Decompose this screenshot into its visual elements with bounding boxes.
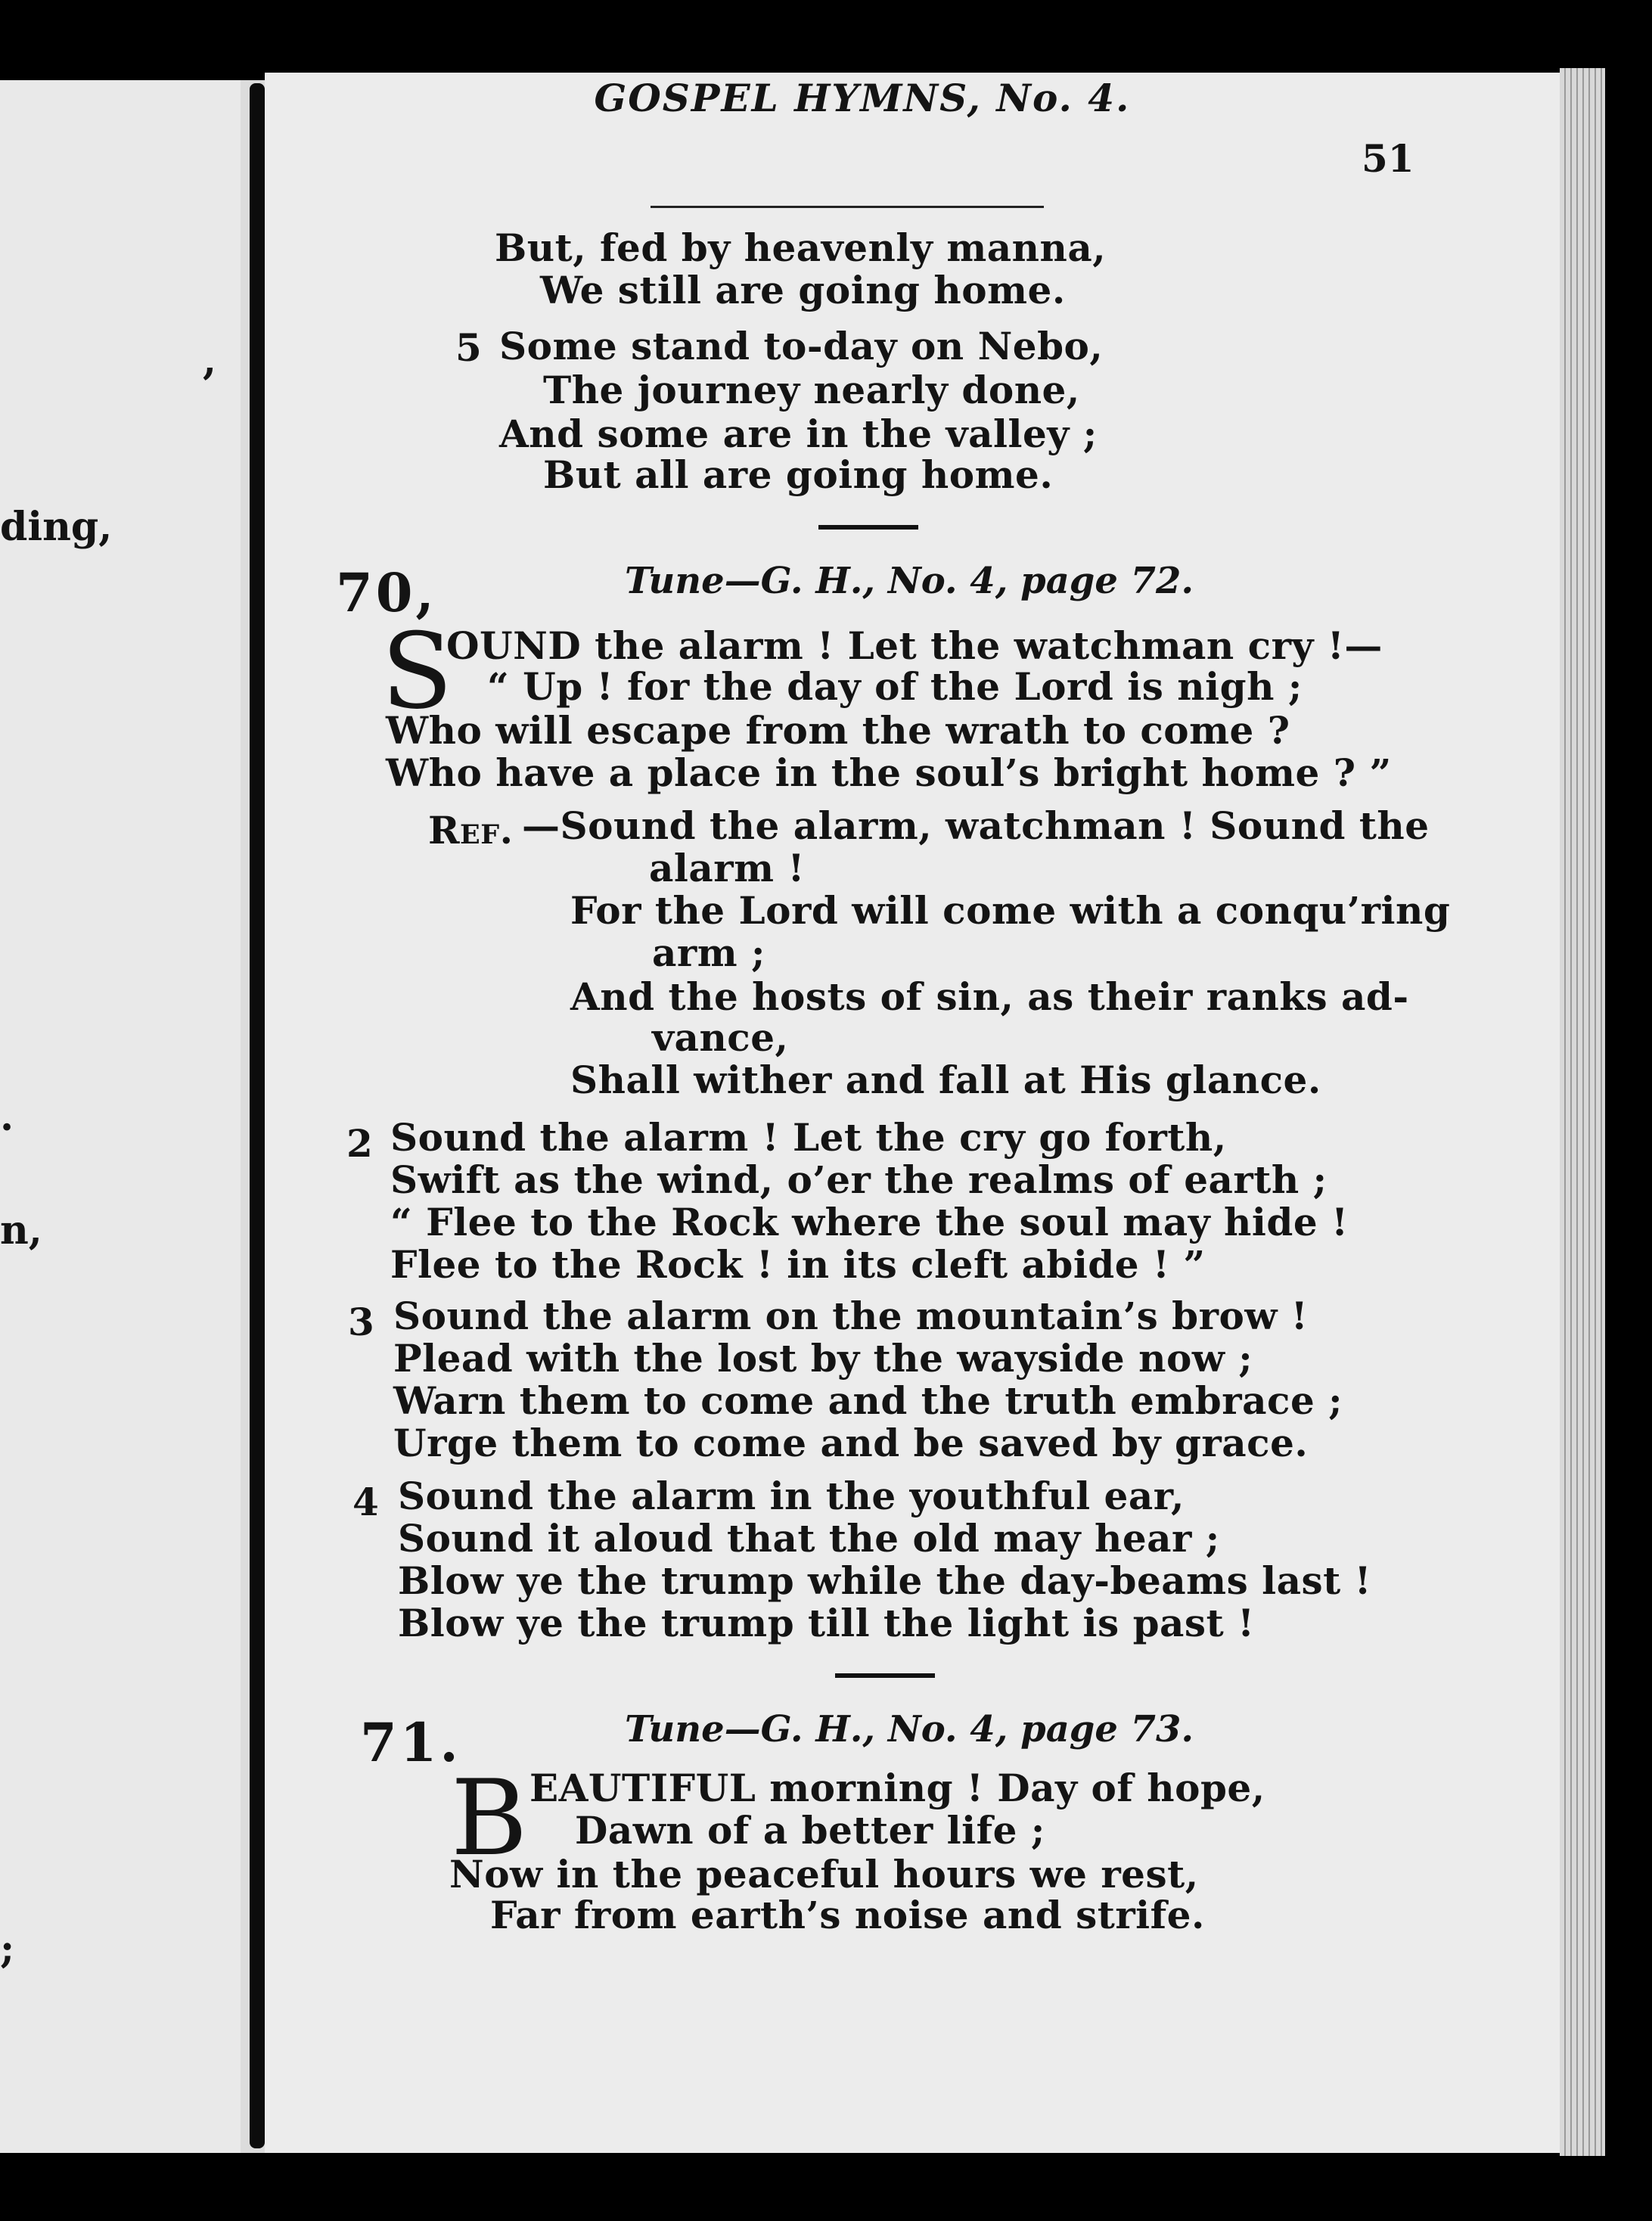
verse-line: Blow ye the trump till the light is past ! xyxy=(398,1601,1255,1645)
verse-line: Sound it aloud that the old may hear ; xyxy=(398,1516,1220,1561)
verse-line: Now in the peaceful hours we rest, xyxy=(449,1852,1199,1896)
refrain-line: vance, xyxy=(652,1015,789,1060)
left-fragment: , xyxy=(203,337,217,384)
verse-line: We still are going home. xyxy=(540,268,1066,312)
left-page xyxy=(0,80,241,2153)
verse-line: Warn them to come and the truth embrace ; xyxy=(393,1378,1343,1423)
refrain-line: Shall wither and fall at His glance. xyxy=(570,1058,1321,1102)
tune-reference: Tune—G. H., No. 4, page 72. xyxy=(625,560,1194,602)
verse-line: Blow ye the trump while the day-beams last ! xyxy=(398,1558,1372,1603)
verse-line: Who have a place in the soul’s bright home ? ” xyxy=(386,750,1392,795)
refrain-line: alarm ! xyxy=(649,846,805,890)
verse-number: 2 xyxy=(346,1121,373,1166)
verse-line: Far from earth’s noise and strife. xyxy=(490,1893,1205,1937)
left-fragment: ding, xyxy=(0,504,113,550)
drop-cap: B xyxy=(451,1757,528,1879)
verse-line: Urge them to come and be saved by grace. xyxy=(393,1421,1309,1465)
left-fragment: ; xyxy=(0,1926,15,1972)
hymn-number: 70, xyxy=(336,561,437,624)
verse-line: Flee to the Rock ! in its cleft abide ! ” xyxy=(390,1242,1206,1287)
left-fragment: . xyxy=(0,1094,14,1140)
verse-line: Sound the alarm in the youthful ear, xyxy=(398,1474,1185,1518)
refrain-label: Ref. xyxy=(428,808,514,853)
refrain-line: And the hosts of sin, as their ranks ad- xyxy=(570,974,1409,1019)
verse-line: Sound the alarm ! Let the cry go forth, xyxy=(390,1115,1227,1160)
verse-line: “ Up ! for the day of the Lord is nigh ; xyxy=(487,664,1303,709)
verse-number: 3 xyxy=(348,1300,374,1344)
drop-cap: S xyxy=(381,610,453,732)
section-rule xyxy=(835,1673,935,1678)
verse-line: OUND the alarm ! Let the watchman cry !— xyxy=(446,623,1383,668)
verse-line: Dawn of a better life ; xyxy=(575,1808,1045,1853)
verse-line: But, fed by heavenly manna, xyxy=(495,225,1107,270)
verse-line: EAUTIFUL morning ! Day of hope, xyxy=(529,1766,1265,1810)
refrain-line: —Sound the alarm, watchman ! Sound the xyxy=(522,803,1430,848)
page-number: 51 xyxy=(1362,136,1414,181)
verse-line: Some stand to-day on Nebo, xyxy=(499,324,1104,368)
verse-line: Plead with the lost by the wayside now ; xyxy=(393,1336,1253,1381)
tune-reference: Tune—G. H., No. 4, page 73. xyxy=(625,1708,1194,1750)
verse-line: But all are going home. xyxy=(543,452,1054,497)
verse-line: And some are in the valley ; xyxy=(499,412,1098,456)
verse-line: Sound the alarm on the mountain’s brow ! xyxy=(393,1294,1309,1338)
refrain-line: For the Lord will come with a conqu’ring xyxy=(570,888,1451,933)
verse-line: The journey nearly done, xyxy=(543,368,1080,412)
verse-line: Swift as the wind, o’er the realms of earth ; xyxy=(390,1157,1328,1202)
page-edges xyxy=(1560,68,1605,2156)
left-fragment: n, xyxy=(0,1207,42,1253)
verse-number: 4 xyxy=(352,1480,379,1524)
verse-line: Who will escape from the wrath to come ? xyxy=(386,708,1290,753)
book-spine xyxy=(250,83,265,2148)
running-title: GOSPEL HYMNS, No. 4. xyxy=(594,76,1131,120)
verse-line: “ Flee to the Rock where the soul may hide ! xyxy=(390,1200,1349,1244)
header-rule xyxy=(651,206,1044,208)
refrain-line: arm ; xyxy=(652,930,766,975)
verse-number: 5 xyxy=(455,325,482,370)
section-rule xyxy=(818,525,918,530)
hymn-number: 71. xyxy=(360,1711,461,1774)
